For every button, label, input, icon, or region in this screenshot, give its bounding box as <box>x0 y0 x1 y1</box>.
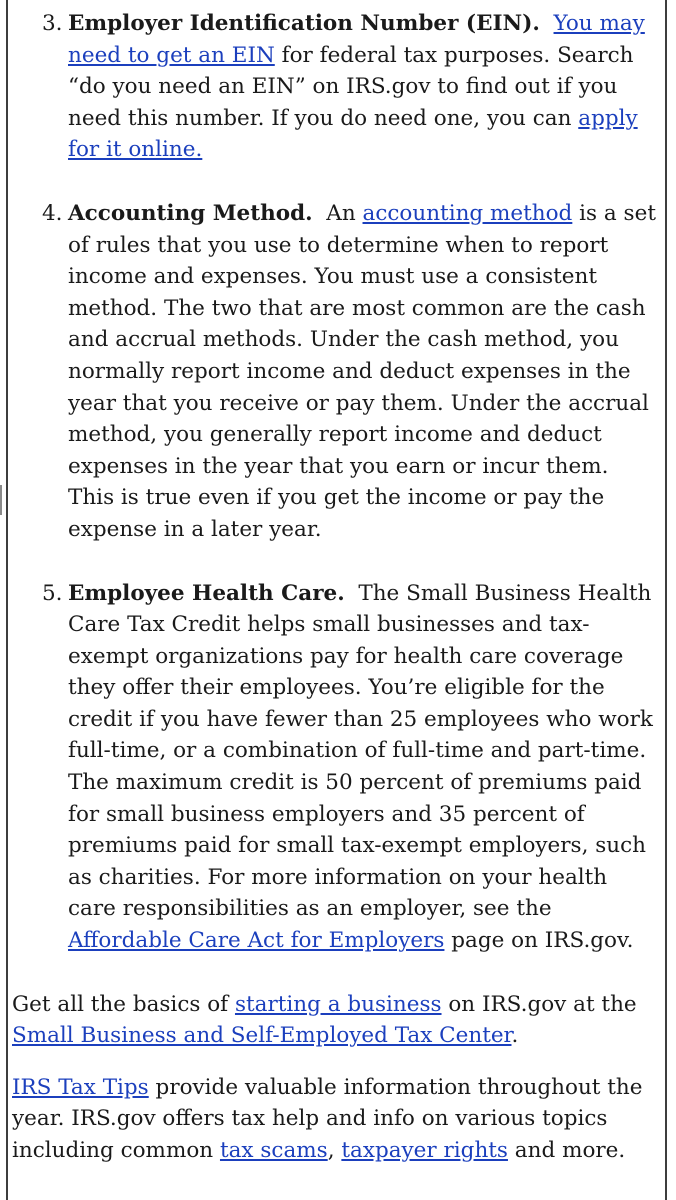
item-text: An <box>326 200 363 226</box>
tax-tips-paragraph <box>12 1072 660 1167</box>
frame-right-border <box>665 0 667 1200</box>
item-text: page on IRS.gov. <box>444 928 634 954</box>
apply-online-link[interactable]: apply for it online. <box>68 105 638 163</box>
list-item-accounting-method <box>12 198 660 546</box>
accounting-method-link[interactable]: accounting method <box>362 200 573 226</box>
paragraph-text: . <box>511 1023 519 1049</box>
numbered-tips-list <box>12 8 660 957</box>
item-title: Accounting Method. <box>68 200 313 226</box>
ein-info-link[interactable]: You may need to get an EIN <box>68 11 645 68</box>
item-text: The Small Business Health Care Tax Credit helps small businesses and tax-exempt organizations pay for health care coverage they offer their employees. You’re eligible for the credit if you have fewer than 25 employees who work full-time, or a combination of full-time and part-time. The maximum credit is 50 percent of premiums paid for small business employers and 35 percent of premiums paid for small tax-exempt employers, such as charities. For more information on your health care responsibilities as an employer, see the <box>68 580 653 922</box>
item-text: is a set of rules that you use to determine when to report income and expenses. You must use a consistent method. The two that are most common are the cash and accrual methods. Under the cash method, you normally report income and deduct expenses in the year that you receive or pay them. Under the accrual method, you generally report income and deduct expenses in the year that you earn or incur them. This is true even if you get the income or pay the expense in a later year. <box>68 200 656 542</box>
item-title: Employee Health Care. <box>68 580 345 606</box>
paragraph-text: Get all the basics of <box>12 991 235 1017</box>
paragraph-text: on IRS.gov at the <box>441 991 637 1017</box>
basics-paragraph <box>12 989 660 1052</box>
tax-scams-link[interactable]: tax scams <box>219 1138 328 1163</box>
list-item-employee-health-care <box>12 578 660 957</box>
list-item-ein <box>12 8 660 166</box>
paragraph-text: and more. <box>507 1138 626 1163</box>
frame-left-border <box>6 0 8 1200</box>
starting-business-link[interactable]: starting a business <box>234 991 442 1017</box>
paragraph-text: , <box>327 1138 342 1163</box>
item-title: Employer Identification Number (EIN). <box>68 11 540 36</box>
item-text: for federal tax purposes. Search “do you need an EIN” on IRS.gov to find out if you need this number. If you do need one, you can <box>68 42 634 131</box>
taxpayer-rights-link[interactable]: taxpayer rights <box>341 1138 508 1163</box>
scroll-edge-mark <box>0 485 2 515</box>
paragraph-text: provide valuable information throughout the year. IRS.gov offers tax help and info on various topics including common <box>12 1074 643 1163</box>
article-content <box>12 8 660 1187</box>
aca-employers-link[interactable]: Affordable Care Act for Employers <box>68 928 445 954</box>
small-business-tax-center-link[interactable]: Small Business and Self-Employed Tax Center <box>12 1023 512 1049</box>
item-number: 5. <box>42 580 63 606</box>
irs-tax-tips-link[interactable]: IRS Tax Tips <box>12 1074 149 1100</box>
item-number: 4. <box>42 200 63 226</box>
item-number: 3. <box>42 11 63 36</box>
